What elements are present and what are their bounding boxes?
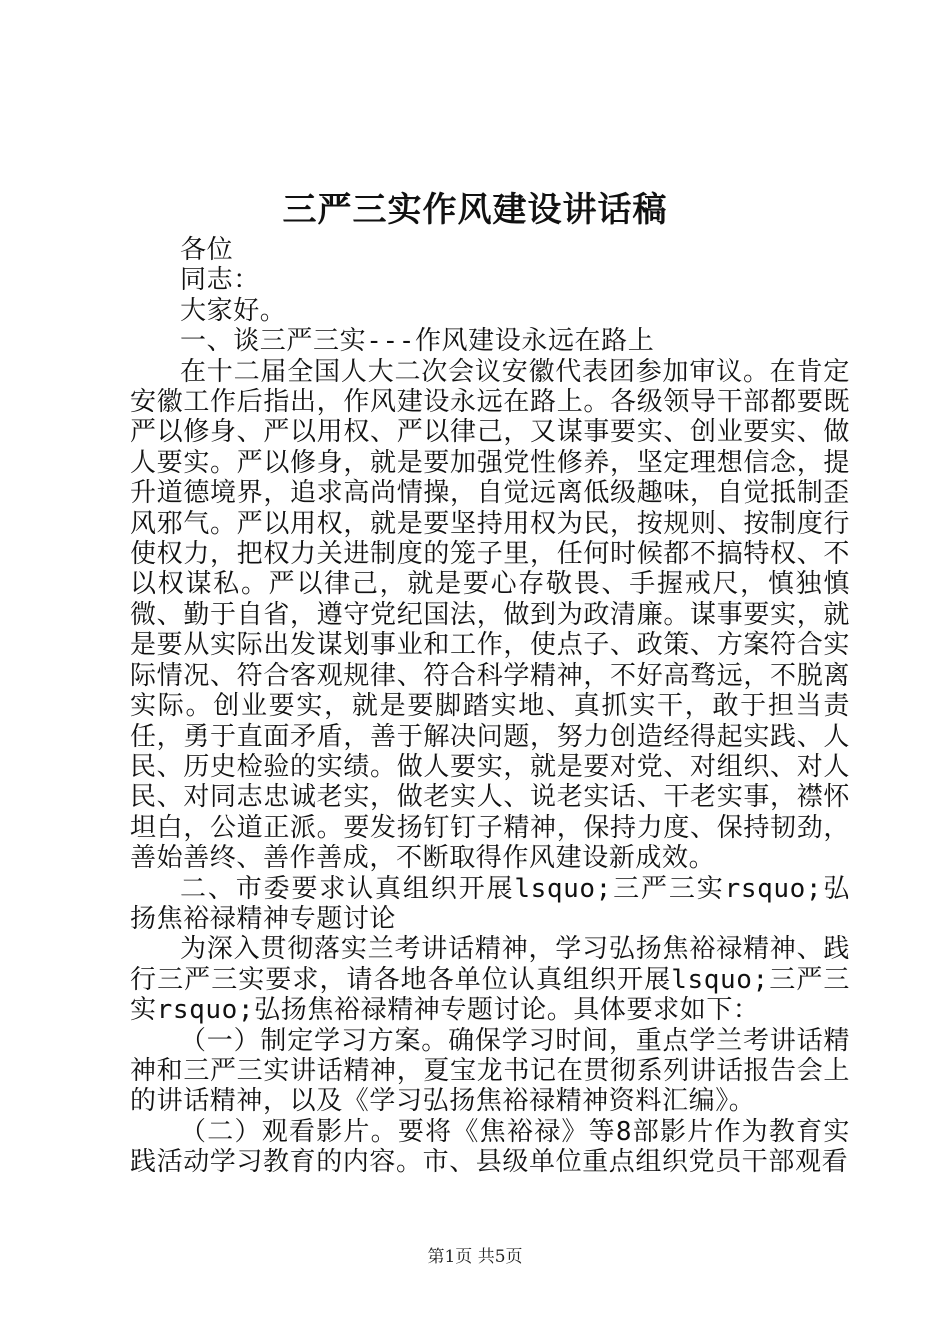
paragraph-item-1: （一）制定学习方案。确保学习时间，重点学兰考讲话精神和三严三实讲话精神，夏宝龙书记在贯彻系列讲话报告会上的讲话精神，以及《学习弘扬焦裕禄精神资料汇编》。 (130, 1025, 850, 1117)
paragraph-salutation-1: 各位 (180, 235, 234, 265)
document-body (130, 235, 850, 1178)
section-heading-2: 二、市委要求认真组织开展lsquo;三严三实rsquo;弘扬焦裕禄精神专题讨论 (130, 873, 850, 934)
page-number: 第1页 共5页 (427, 1247, 523, 1267)
paragraph-greeting: 大家好。 (180, 295, 287, 326)
paragraph-salutation-2: 同志： (180, 265, 260, 296)
paragraph-body-2: 为深入贯彻落实兰考讲话精神，学习弘扬焦裕禄精神、践行三严三实要求，请各地各单位认真组织开展lsquo;三严三实rsquo;弘扬焦裕禄精神专题讨论。具体要求如下： (130, 934, 850, 1026)
paragraph-body-1: 在十二届全国人大二次会议安徽代表团参加审议。在肯定安徽工作后指出，作风建设永远在路上。各级领导干部都要既严以修身、严以用权、严以律己，又谋事要实、创业要实、做人要实。严以修身，就是要加强党性修养，坚定理想信念，提升道德境界，追求高尚情操，自觉远离低级趣味，自觉抵制歪风邪气。严以用权，就是要坚持用权为民，按规则、按制度行使权力，把权力关进制度的笼子里，任何时候都不搞特权、不以权谋私。严以律己，就是要心存敬畏、手握戒尺，慎独慎微、勤于自省，遵守党纪国法，做到为政清廉。谋事要实，就是要从实际出发谋划事业和工作，使点子、政策、方案符合实际情况、符合客观规律、符合科学精神，不好高骛远，不脱离实际。创业要实，就是要脚踏实地、真抓实干，敢于担当责任，勇于直面矛盾，善于解决问题，努力创造经得起实践、人民、历史检验的实绩。做人要实，就是要对党、对组织、对人民、对同志忠诚老实，做老实人、说老实话、干老实事，襟怀坦白，公道正派。要发扬钉钉子精神，保持力度、保持韧劲，善始善终、善作善成，不断取得作风建设新成效。 (130, 356, 850, 874)
document-title: 三严三实作风建设讲话稿 (282, 190, 668, 230)
paragraph-item-2: （二）观看影片。要将《焦裕禄》等8部影片作为教育实践活动学习教育的内容。市、县级单位重点组织党员干部观看 (130, 1116, 850, 1178)
section-heading-1: 一、谈三严三实---作风建设永远在路上 (180, 326, 655, 357)
